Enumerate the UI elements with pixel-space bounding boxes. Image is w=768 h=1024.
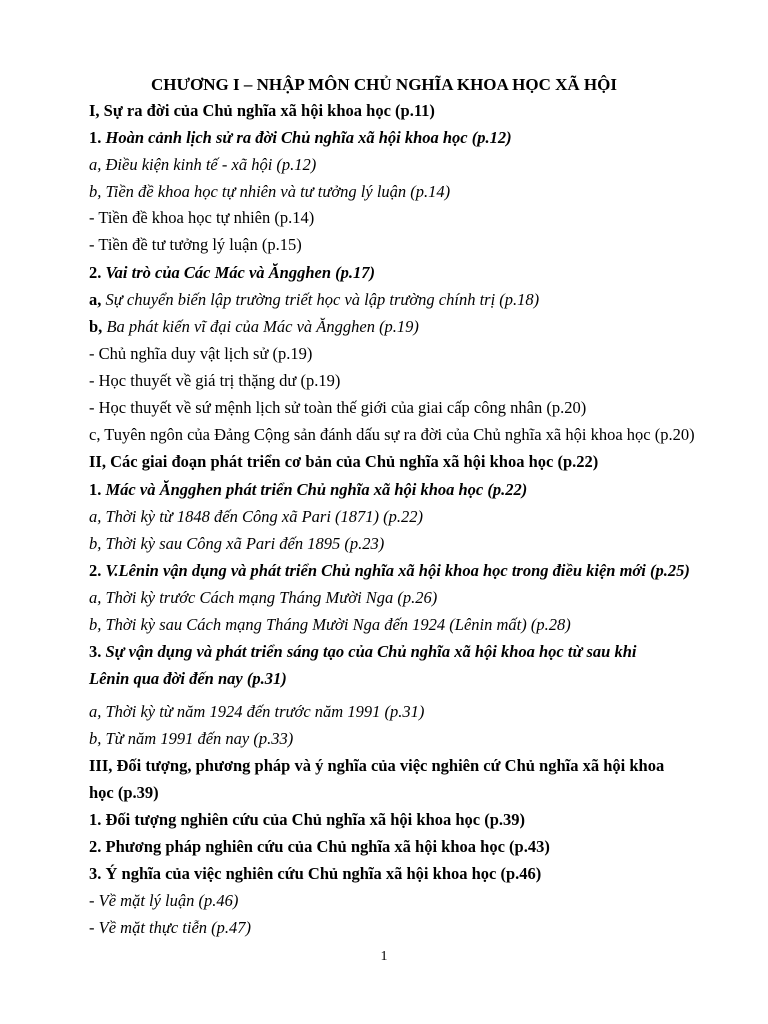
section-heading-3: III, Đối tượng, phương pháp và ý nghĩa của việc nghiên cứ Chủ nghĩa xã hội khoa [89, 756, 665, 775]
section-heading-3-cont: học (p.39) [89, 783, 159, 802]
toc-item: - Học thuyết về sứ mệnh lịch sử toàn thế giới của giai cấp công nhân (p.20) [89, 398, 587, 417]
page-number: 1 [380, 949, 388, 964]
toc-item: c, Tuyên ngôn của Đảng Cộng sản đánh dấu sự ra đời của Chủ nghĩa xã hội khoa học (p.20) [89, 425, 695, 444]
subsection-heading-3-1: 1. Đối tượng nghiên cứu của Chủ nghĩa xã hội khoa học (p.39) [89, 810, 526, 829]
toc-item: b, Tiền đề khoa học tự nhiên và tư tưởng lý luận (p.14) [89, 182, 451, 201]
toc-item: a, Điều kiện kinh tế - xã hội (p.12) [89, 155, 317, 174]
toc-item: - Tiền đề khoa học tự nhiên (p.14) [89, 208, 315, 227]
subsection-heading-3-3: 3. Ý nghĩa của việc nghiên cứu Chủ nghĩa xã hội khoa học (p.46) [89, 864, 542, 883]
toc-item: a, Thời kỳ từ năm 1924 đến trước năm 1991 (p.31) [89, 702, 425, 721]
toc-item: - Học thuyết về giá trị thặng dư (p.19) [89, 371, 341, 390]
subsection-heading-2-3: 3. Sự vận dụng và phát triển sáng tạo của Chủ nghĩa xã hội khoa học từ sau khi [89, 642, 637, 661]
subsection-heading-1-1: 1. Hoàn cảnh lịch sử ra đời Chủ nghĩa xã hội khoa học (p.12) [89, 128, 512, 147]
toc-item: b, Từ năm 1991 đến nay (p.33) [89, 729, 294, 748]
subsection-heading-2-1: 1. Mác và Ăngghen phát triển Chủ nghĩa xã hội khoa học (p.22) [89, 480, 528, 499]
subsection-heading-2-2: 2. V.Lênin vận dụng và phát triển Chủ nghĩa xã hội khoa học trong điều kiện mới (p.25) [89, 561, 690, 580]
toc-item: - Tiền đề tư tưởng lý luận (p.15) [89, 235, 302, 254]
toc-item: b, Ba phát kiến vĩ đại của Mác và Ăngghen (p.19) [89, 317, 419, 336]
section-heading-2: II, Các giai đoạn phát triển cơ bản của Chủ nghĩa xã hội khoa học (p.22) [89, 452, 599, 471]
subsection-heading-2-3-cont: Lênin qua đời đến nay (p.31) [89, 669, 287, 688]
toc-item: - Chủ nghĩa duy vật lịch sử (p.19) [89, 344, 313, 363]
toc-item: a, Thời kỳ trước Cách mạng Tháng Mười Nga (p.26) [89, 588, 438, 607]
section-heading-1: I, Sự ra đời của Chủ nghĩa xã hội khoa học (p.11) [89, 101, 435, 120]
toc-item: a, Sự chuyển biến lập trường triết học và lập trường chính trị (p.18) [89, 290, 540, 309]
toc-item: - Về mặt thực tiễn (p.47) [89, 918, 252, 937]
subsection-heading-1-2: 2. Vai trò của Các Mác và Ăngghen (p.17) [89, 263, 376, 282]
chapter-title: CHƯƠNG I – NHẬP MÔN CHỦ NGHĨA KHOA HỌC XÃ HỘI [151, 75, 617, 94]
toc-item: b, Thời kỳ sau Cách mạng Tháng Mười Nga đến 1924 (Lênin mất) (p.28) [89, 615, 571, 634]
subsection-heading-3-2: 2. Phương pháp nghiên cứu của Chủ nghĩa xã hội khoa học (p.43) [89, 837, 550, 856]
toc-item: b, Thời kỳ sau Công xã Pari đến 1895 (p.23) [89, 534, 385, 553]
toc-item: a, Thời kỳ từ 1848 đến Công xã Pari (1871) (p.22) [89, 507, 424, 526]
toc-item: - Về mặt lý luận (p.46) [89, 891, 239, 910]
